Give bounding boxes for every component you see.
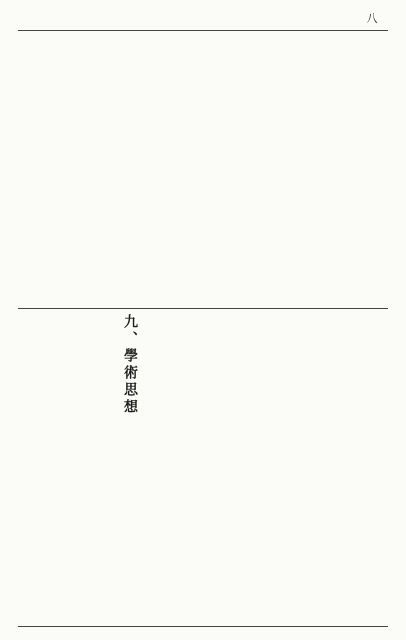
footer-rule — [18, 626, 388, 627]
running-header — [28, 10, 378, 28]
lower-body-text — [18, 314, 388, 620]
page-number: 八 — [366, 12, 378, 25]
upper-text-band — [18, 34, 388, 304]
header-rule — [18, 30, 388, 31]
band-divider — [18, 308, 388, 309]
section-heading: 九、學術思想 — [122, 314, 138, 416]
upper-body-text — [18, 34, 388, 304]
lower-text-band — [18, 314, 388, 620]
